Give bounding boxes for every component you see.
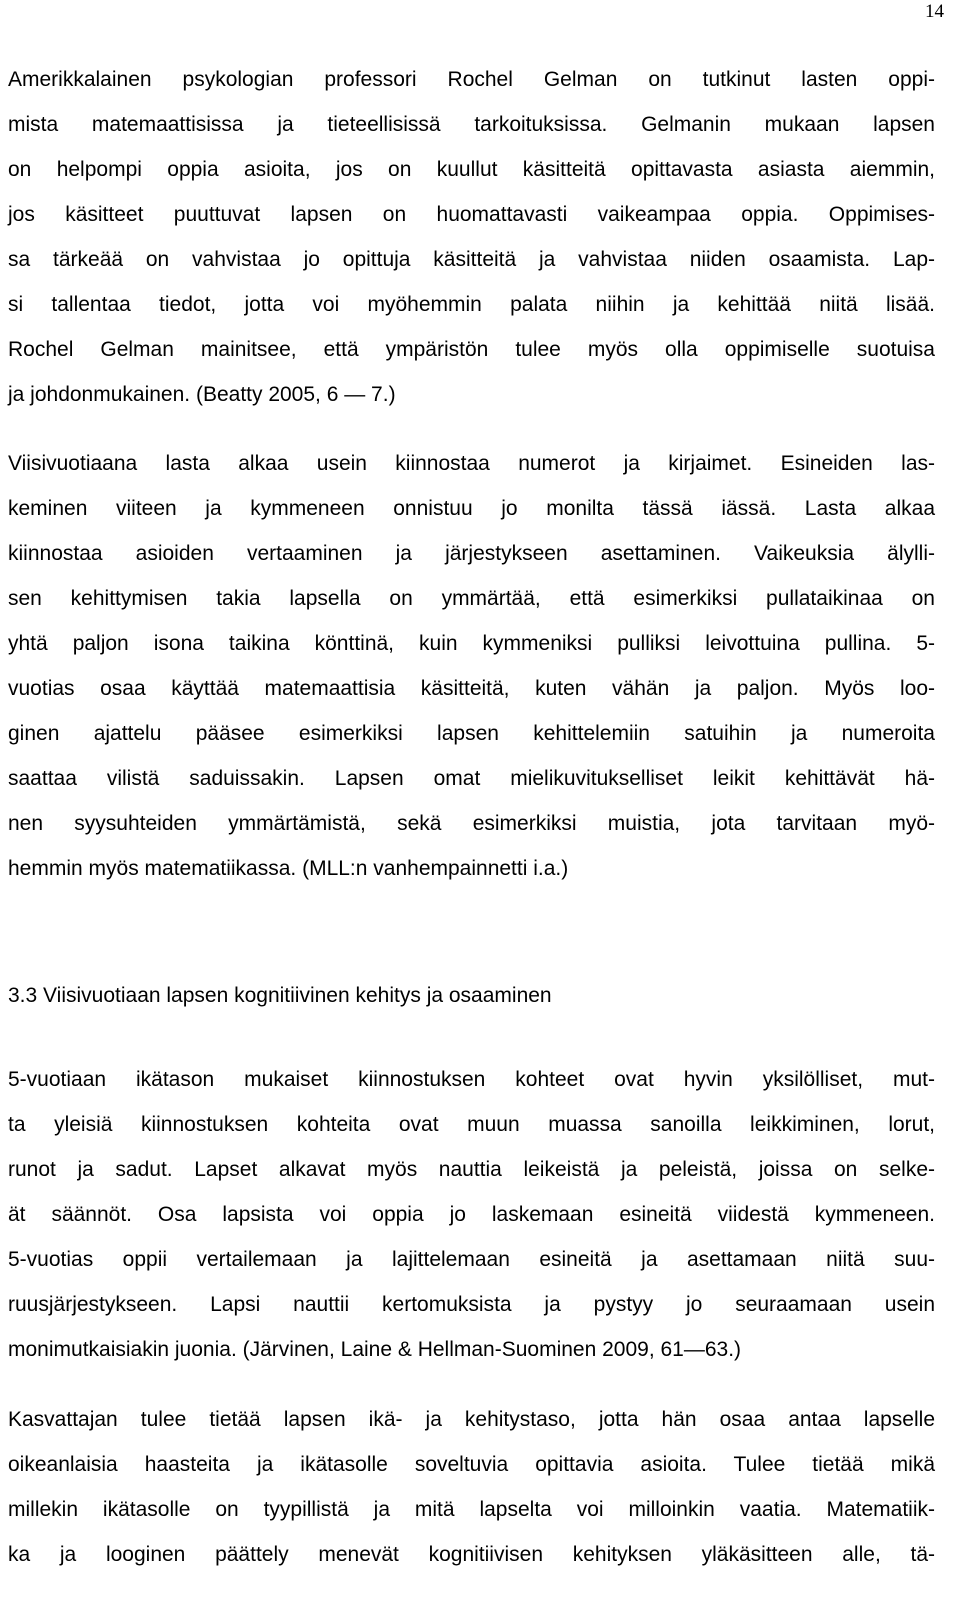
- page-number: 14: [925, 1, 944, 22]
- text-line: yhtä paljon isona taikina könttinä, kuin kymmeniksi pulliksi leivottuina pullina. 5-: [8, 632, 935, 655]
- paragraph-gelman: [8, 57, 935, 417]
- text-line: mista matemaattisissa ja tieteellisissä tarkoituksissa. Gelmanin mukaan lapsen: [8, 113, 935, 136]
- text-line: kiinnostaa asioiden vertaaminen ja järjestykseen asettaminen. Vaikeuksia älylli-: [8, 542, 935, 565]
- text-line: keminen viiteen ja kymmeneen onnistuu jo monilta tässä iässä. Lasta alkaa: [8, 497, 935, 520]
- text-line: ginen ajattelu pääsee esimerkiksi lapsen kehittelemiin satuihin ja numeroita: [8, 722, 935, 745]
- text-line: ruusjärjestykseen. Lapsi nauttii kertomuksista ja pystyy jo seuraamaan usein: [8, 1293, 935, 1316]
- text-line: on helpompi oppia asioita, jos on kuullut käsitteitä opittavasta asiasta aiemmin,: [8, 158, 935, 181]
- text-line: 5-vuotias oppii vertailemaan ja lajittelemaan esineitä ja asettamaan niitä suu-: [8, 1248, 935, 1271]
- text-line: 5-vuotiaan ikätason mukaiset kiinnostuksen kohteet ovat hyvin yksilölliset, mut-: [8, 1068, 935, 1091]
- text-line: ka ja looginen päättely menevät kognitiivisen kehityksen yläkäsitteen alle, tä-: [8, 1543, 935, 1566]
- text-line: ta yleisiä kiinnostuksen kohteita ovat muun muassa sanoilla leikkiminen, lorut,: [8, 1113, 935, 1136]
- text-line: ät säännöt. Osa lapsista voi oppia jo laskemaan esineitä viidestä kymmeneen.: [8, 1203, 935, 1226]
- text-line: Kasvattajan tulee tietää lapsen ikä- ja kehitystaso, jotta hän osaa antaa lapselle: [8, 1408, 935, 1431]
- text-line: Viisivuotiaana lasta alkaa usein kiinnostaa numerot ja kirjaimet. Esineiden las-: [8, 452, 935, 475]
- text-line: jos käsitteet puuttuvat lapsen on huomattavasti vaikeampaa oppia. Oppimises-: [8, 203, 935, 226]
- text-line: saattaa vilistä saduissakin. Lapsen omat mielikuvitukselliset leikit kehittävät hä-: [8, 767, 935, 790]
- text-line: sen kehittymisen takia lapsella on ymmärtää, että esimerkiksi pullataikinaa on: [8, 587, 935, 610]
- text-line: Rochel Gelman mainitsee, että ympäristön tulee myös olla oppimiselle suotuisa: [8, 338, 935, 361]
- section-heading: 3.3 Viisivuotiaan lapsen kognitiivinen kehitys ja osaaminen: [8, 984, 552, 1007]
- text-line: runot ja sadut. Lapset alkavat myös nauttia leikeistä ja peleistä, joissa on selke-: [8, 1158, 935, 1181]
- text-line: sa tärkeää on vahvistaa jo opittuja käsitteitä ja vahvistaa niiden osaamista. Lap-: [8, 248, 935, 271]
- text-line: monimutkaisiakin juonia. (Järvinen, Laine & Hellman-Suominen 2009, 61—63.): [8, 1338, 742, 1361]
- text-line: si tallentaa tiedot, jotta voi myöhemmin palata niihin ja kehittää niitä lisää.: [8, 293, 935, 316]
- paragraph-ikatason-mukaiset: [8, 1057, 935, 1372]
- paragraph-viisivuotiaana: [8, 441, 935, 891]
- text-line: oikeanlaisia haasteita ja ikätasolle soveltuvia opittavia asioita. Tulee tietää mikä: [8, 1453, 935, 1476]
- text-line: ja johdonmukainen. (Beatty 2005, 6 — 7.): [8, 383, 396, 406]
- text-line: hemmin myös matematiikassa. (MLL:n vanhempainnetti i.a.): [8, 857, 569, 880]
- text-line: vuotias osaa käyttää matemaattisia käsitteitä, kuten vähän ja paljon. Myös loo-: [8, 677, 935, 700]
- text-line: Amerikkalainen psykologian professori Rochel Gelman on tutkinut lasten oppi-: [8, 68, 935, 91]
- text-line: nen syysuhteiden ymmärtämistä, sekä esimerkiksi muistia, jota tarvitaan myö-: [8, 812, 935, 835]
- paragraph-kasvattajan: [8, 1397, 935, 1577]
- text-line: millekin ikätasolle on tyypillistä ja mitä lapselta voi milloinkin vaatia. Matematiik-: [8, 1498, 935, 1521]
